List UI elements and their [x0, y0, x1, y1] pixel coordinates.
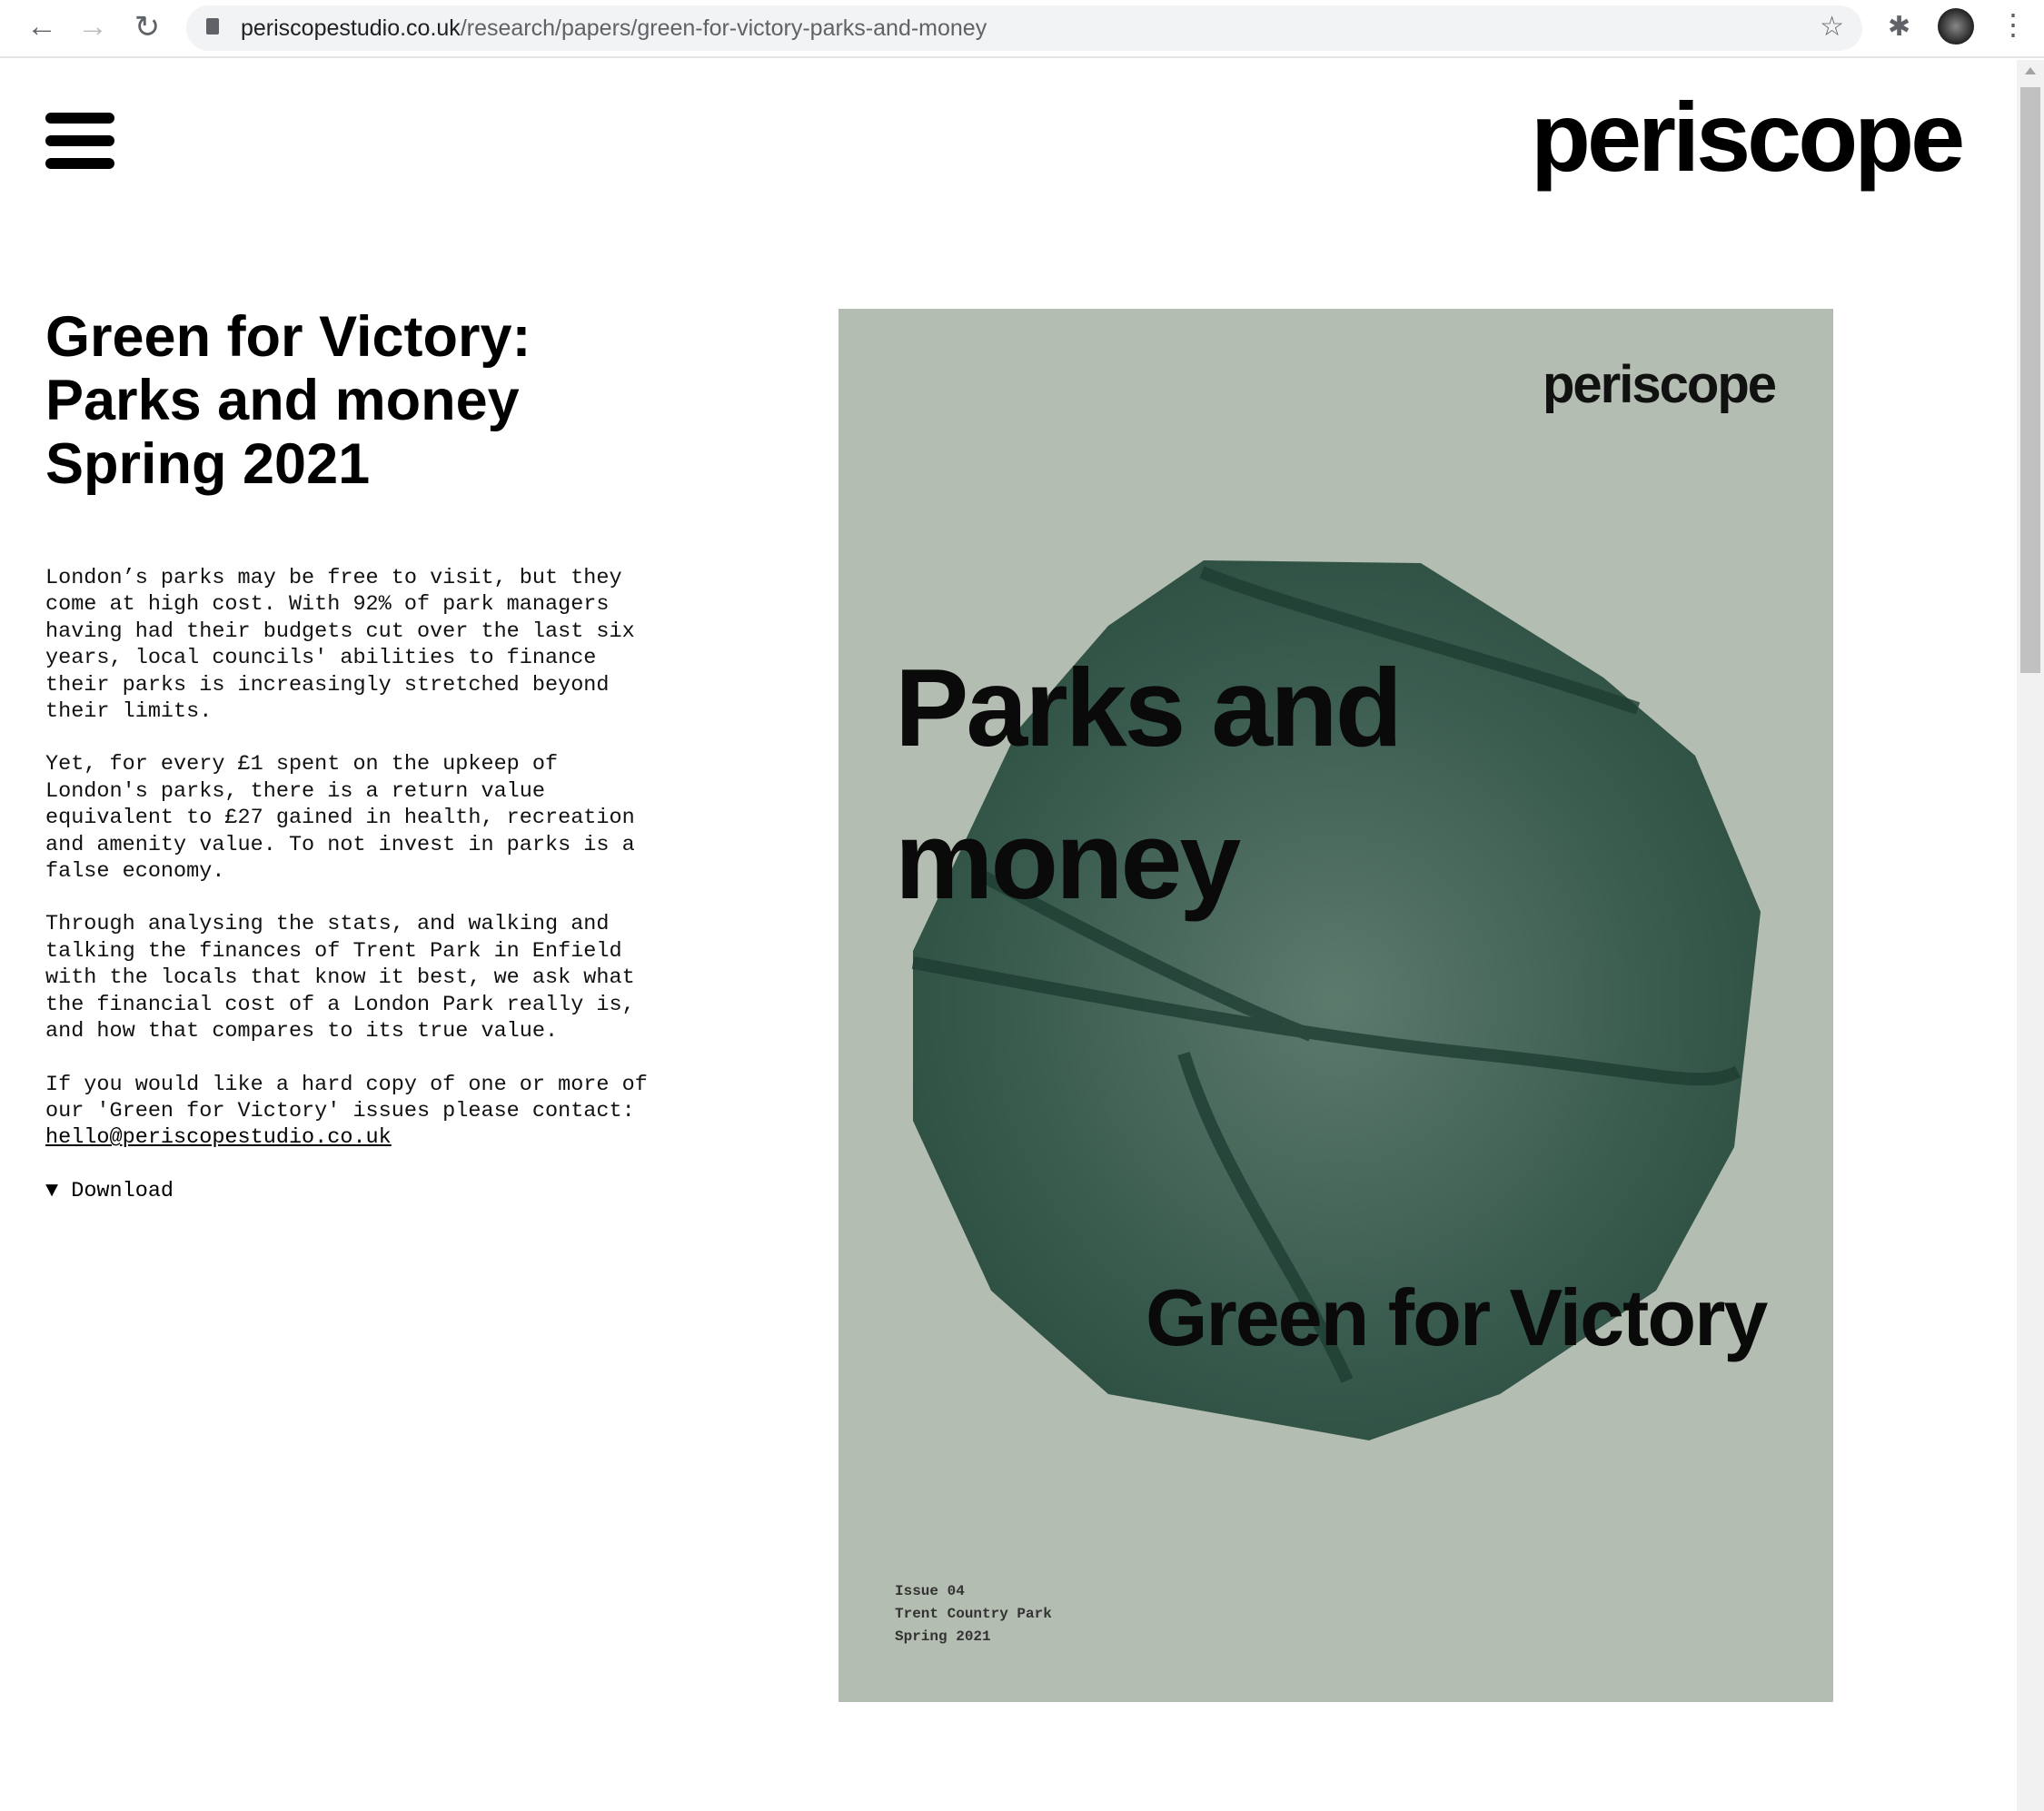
cover-location: Trent Country Park — [895, 1606, 1052, 1622]
cover-logo: periscope — [1543, 355, 1775, 414]
more-icon[interactable]: ⋮ — [1999, 8, 2028, 41]
profile-avatar[interactable] — [1938, 8, 1974, 45]
paragraph: Yet, for every £1 spent on the upkeep of London's parks, there is a return value equivalent to £27 gained in health, recreation and amenity value. To not invest in parks is a false economy. — [45, 752, 635, 885]
browser-toolbar — [0, 0, 2044, 58]
cover-season: Spring 2021 — [895, 1628, 991, 1645]
lock-icon — [206, 18, 219, 35]
url-domain: periscopestudio.co.uk — [241, 15, 461, 41]
scroll-up-icon[interactable] — [2025, 67, 2036, 74]
paragraph: Through analysing the stats, and walking and talking the finances of Trent Park in Enfield with the locals that know it best, we ask what the financial cost of a London Park really is, and how that compares to its true value. — [45, 912, 635, 1044]
download-label: Download — [71, 1179, 174, 1203]
cover-image — [838, 309, 1833, 1702]
back-icon[interactable]: ← — [26, 9, 57, 44]
cover-title-line: money — [895, 798, 1239, 922]
cover-info — [895, 1580, 1052, 1648]
tree-canopy-shape — [838, 309, 1833, 1702]
contact-text: If you would like a hard copy of one or more of our 'Green for Victory' issues please contact: — [45, 1072, 648, 1123]
email-link[interactable]: hello@periscopestudio.co.uk — [45, 1125, 392, 1151]
cover-series: Green for Victory — [1146, 1272, 1767, 1362]
forward-icon[interactable]: → — [77, 9, 108, 44]
cover-title — [895, 631, 1400, 936]
contact-paragraph — [45, 1072, 700, 1152]
reload-icon[interactable]: ↻ — [134, 10, 161, 45]
title-line: Spring 2021 — [45, 432, 371, 496]
star-icon[interactable]: ☆ — [1820, 12, 1844, 42]
url-text[interactable] — [241, 15, 987, 42]
site-logo[interactable]: periscope — [1531, 82, 1962, 192]
triangle-down-icon: ▼ — [45, 1179, 59, 1203]
extensions-icon[interactable]: ✱ — [1888, 12, 1911, 42]
download-toggle[interactable] — [45, 1179, 174, 1203]
scrollbar[interactable] — [2017, 60, 2044, 1811]
cover-title-line: Parks and — [895, 646, 1401, 769]
address-bar[interactable] — [186, 5, 1862, 51]
url-path: /research/papers/green-for-victory-parks-and-money — [460, 15, 987, 41]
hamburger-menu-icon[interactable] — [45, 113, 114, 169]
paragraph: London’s parks may be free to visit, but they come at high cost. With 92% of park managers having had their budgets cut over the last six years, local councils' abilities to finance their parks is increasingly stretched beyond their limits. — [45, 566, 635, 725]
title-line: Parks and money — [45, 369, 520, 432]
title-line: Green for Victory: — [45, 305, 531, 369]
scrollbar-thumb[interactable] — [2020, 87, 2040, 673]
article-body — [45, 565, 700, 1178]
cover-issue: Issue 04 — [895, 1583, 965, 1599]
page-title — [45, 305, 772, 496]
